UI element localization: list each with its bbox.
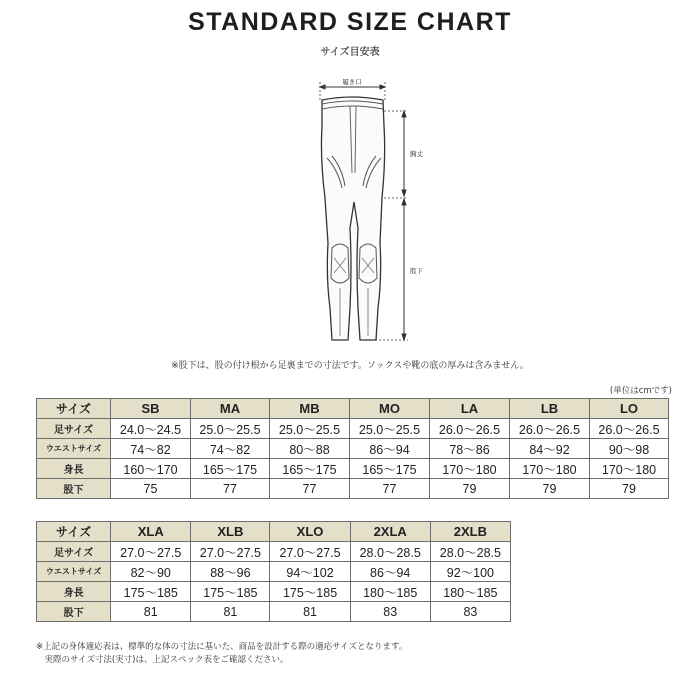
column-header: MB bbox=[270, 399, 350, 419]
column-header: LO bbox=[590, 399, 669, 419]
table-cell: 27.0～27.5 bbox=[111, 542, 191, 562]
table-cell: 165～175 bbox=[350, 459, 430, 479]
table-cell: 180～185 bbox=[350, 582, 430, 602]
row-label: 足サイズ bbox=[37, 542, 111, 562]
table-cell: 180～185 bbox=[430, 582, 510, 602]
table-cell: 175～185 bbox=[111, 582, 191, 602]
table-cell: 92～100 bbox=[430, 562, 510, 582]
table-cell: 83 bbox=[430, 602, 510, 622]
table-cell: 27.0～27.5 bbox=[191, 542, 270, 562]
table-cell: 165～175 bbox=[270, 459, 350, 479]
size-table-2 bbox=[36, 521, 511, 622]
row-label: ウエストサイズ bbox=[37, 562, 111, 582]
table-cell: 84～92 bbox=[510, 439, 590, 459]
table-cell: 80～88 bbox=[270, 439, 350, 459]
table-cell: 74～82 bbox=[191, 439, 270, 459]
table-cell: 26.0～26.5 bbox=[590, 419, 669, 439]
table-cell: 79 bbox=[510, 479, 590, 499]
table-cell: 78～86 bbox=[430, 439, 510, 459]
table-cell: 24.0～24.5 bbox=[111, 419, 191, 439]
table-cell: 90～98 bbox=[590, 439, 669, 459]
table-row bbox=[37, 419, 669, 439]
unit-note: (単位はcmです) bbox=[609, 386, 672, 396]
row-label: 身長 bbox=[37, 582, 111, 602]
table-cell: 79 bbox=[430, 479, 510, 499]
size-header-cell: サイズ bbox=[37, 522, 111, 542]
table-cell: 175～185 bbox=[270, 582, 350, 602]
page-title: STANDARD SIZE CHART bbox=[188, 8, 512, 36]
table-cell: 82～90 bbox=[111, 562, 191, 582]
table-cell: 77 bbox=[270, 479, 350, 499]
column-header: XLB bbox=[191, 522, 270, 542]
table-cell: 26.0～26.5 bbox=[430, 419, 510, 439]
column-header: 2XLB bbox=[430, 522, 510, 542]
table-cell: 88～96 bbox=[191, 562, 270, 582]
column-header: XLA bbox=[111, 522, 191, 542]
table-row bbox=[37, 562, 511, 582]
column-header: MA bbox=[191, 399, 270, 419]
table-row bbox=[37, 439, 669, 459]
table-cell: 86～94 bbox=[350, 439, 430, 459]
column-header: MO bbox=[350, 399, 430, 419]
table-cell: 81 bbox=[111, 602, 191, 622]
table-cell: 27.0～27.5 bbox=[270, 542, 350, 562]
footnote-line: ※上記の身体適応表は、標準的な体の寸法に基いた、商品を設計する際の適応サイズとなります。 bbox=[36, 642, 408, 652]
table-cell: 79 bbox=[590, 479, 669, 499]
pants-diagram bbox=[280, 78, 430, 358]
table-cell: 28.0～28.5 bbox=[350, 542, 430, 562]
table-cell: 75 bbox=[111, 479, 191, 499]
table-row bbox=[37, 602, 511, 622]
footnote bbox=[36, 641, 407, 667]
table-cell: 28.0～28.5 bbox=[430, 542, 510, 562]
table-cell: 165～175 bbox=[191, 459, 270, 479]
chest-length-label: 胸丈 bbox=[410, 150, 423, 158]
inseam-label: 股下 bbox=[410, 267, 423, 275]
waist-opening-label: 履き口 bbox=[342, 78, 362, 86]
table-cell: 77 bbox=[350, 479, 430, 499]
table-cell: 74～82 bbox=[111, 439, 191, 459]
inseam-note: ※股下は、股の付け根から足裏までの寸法です。ソックスや靴の底の厚みは含みません。 bbox=[171, 361, 529, 371]
column-header: XLO bbox=[270, 522, 350, 542]
column-header: 2XLA bbox=[350, 522, 430, 542]
table-header-row bbox=[37, 522, 511, 542]
table-cell: 25.0～25.5 bbox=[191, 419, 270, 439]
row-label: 足サイズ bbox=[37, 419, 111, 439]
table-cell: 77 bbox=[191, 479, 270, 499]
column-header: SB bbox=[111, 399, 191, 419]
table-row bbox=[37, 582, 511, 602]
table-row bbox=[37, 459, 669, 479]
row-label: 股下 bbox=[37, 602, 111, 622]
size-table-1 bbox=[36, 398, 669, 499]
table-cell: 81 bbox=[270, 602, 350, 622]
size-header-cell: サイズ bbox=[37, 399, 111, 419]
table-cell: 94～102 bbox=[270, 562, 350, 582]
table-cell: 25.0～25.5 bbox=[270, 419, 350, 439]
table-cell: 86～94 bbox=[350, 562, 430, 582]
page-subtitle: サイズ目安表 bbox=[320, 47, 380, 58]
table-header-row bbox=[37, 399, 669, 419]
table-cell: 26.0～26.5 bbox=[510, 419, 590, 439]
table-cell: 170～180 bbox=[430, 459, 510, 479]
row-label: 身長 bbox=[37, 459, 111, 479]
table-row bbox=[37, 479, 669, 499]
table-cell: 160～170 bbox=[111, 459, 191, 479]
table-cell: 81 bbox=[191, 602, 270, 622]
table-cell: 170～180 bbox=[590, 459, 669, 479]
column-header: LB bbox=[510, 399, 590, 419]
table-cell: 83 bbox=[350, 602, 430, 622]
table-row bbox=[37, 542, 511, 562]
table-cell: 25.0～25.5 bbox=[350, 419, 430, 439]
table-cell: 170～180 bbox=[510, 459, 590, 479]
row-label: ウエストサイズ bbox=[37, 439, 111, 459]
row-label: 股下 bbox=[37, 479, 111, 499]
table-cell: 175～185 bbox=[191, 582, 270, 602]
column-header: LA bbox=[430, 399, 510, 419]
footnote-line: 実際のサイズ寸法(実寸)は、上記スペック表をご確認ください。 bbox=[36, 655, 289, 665]
